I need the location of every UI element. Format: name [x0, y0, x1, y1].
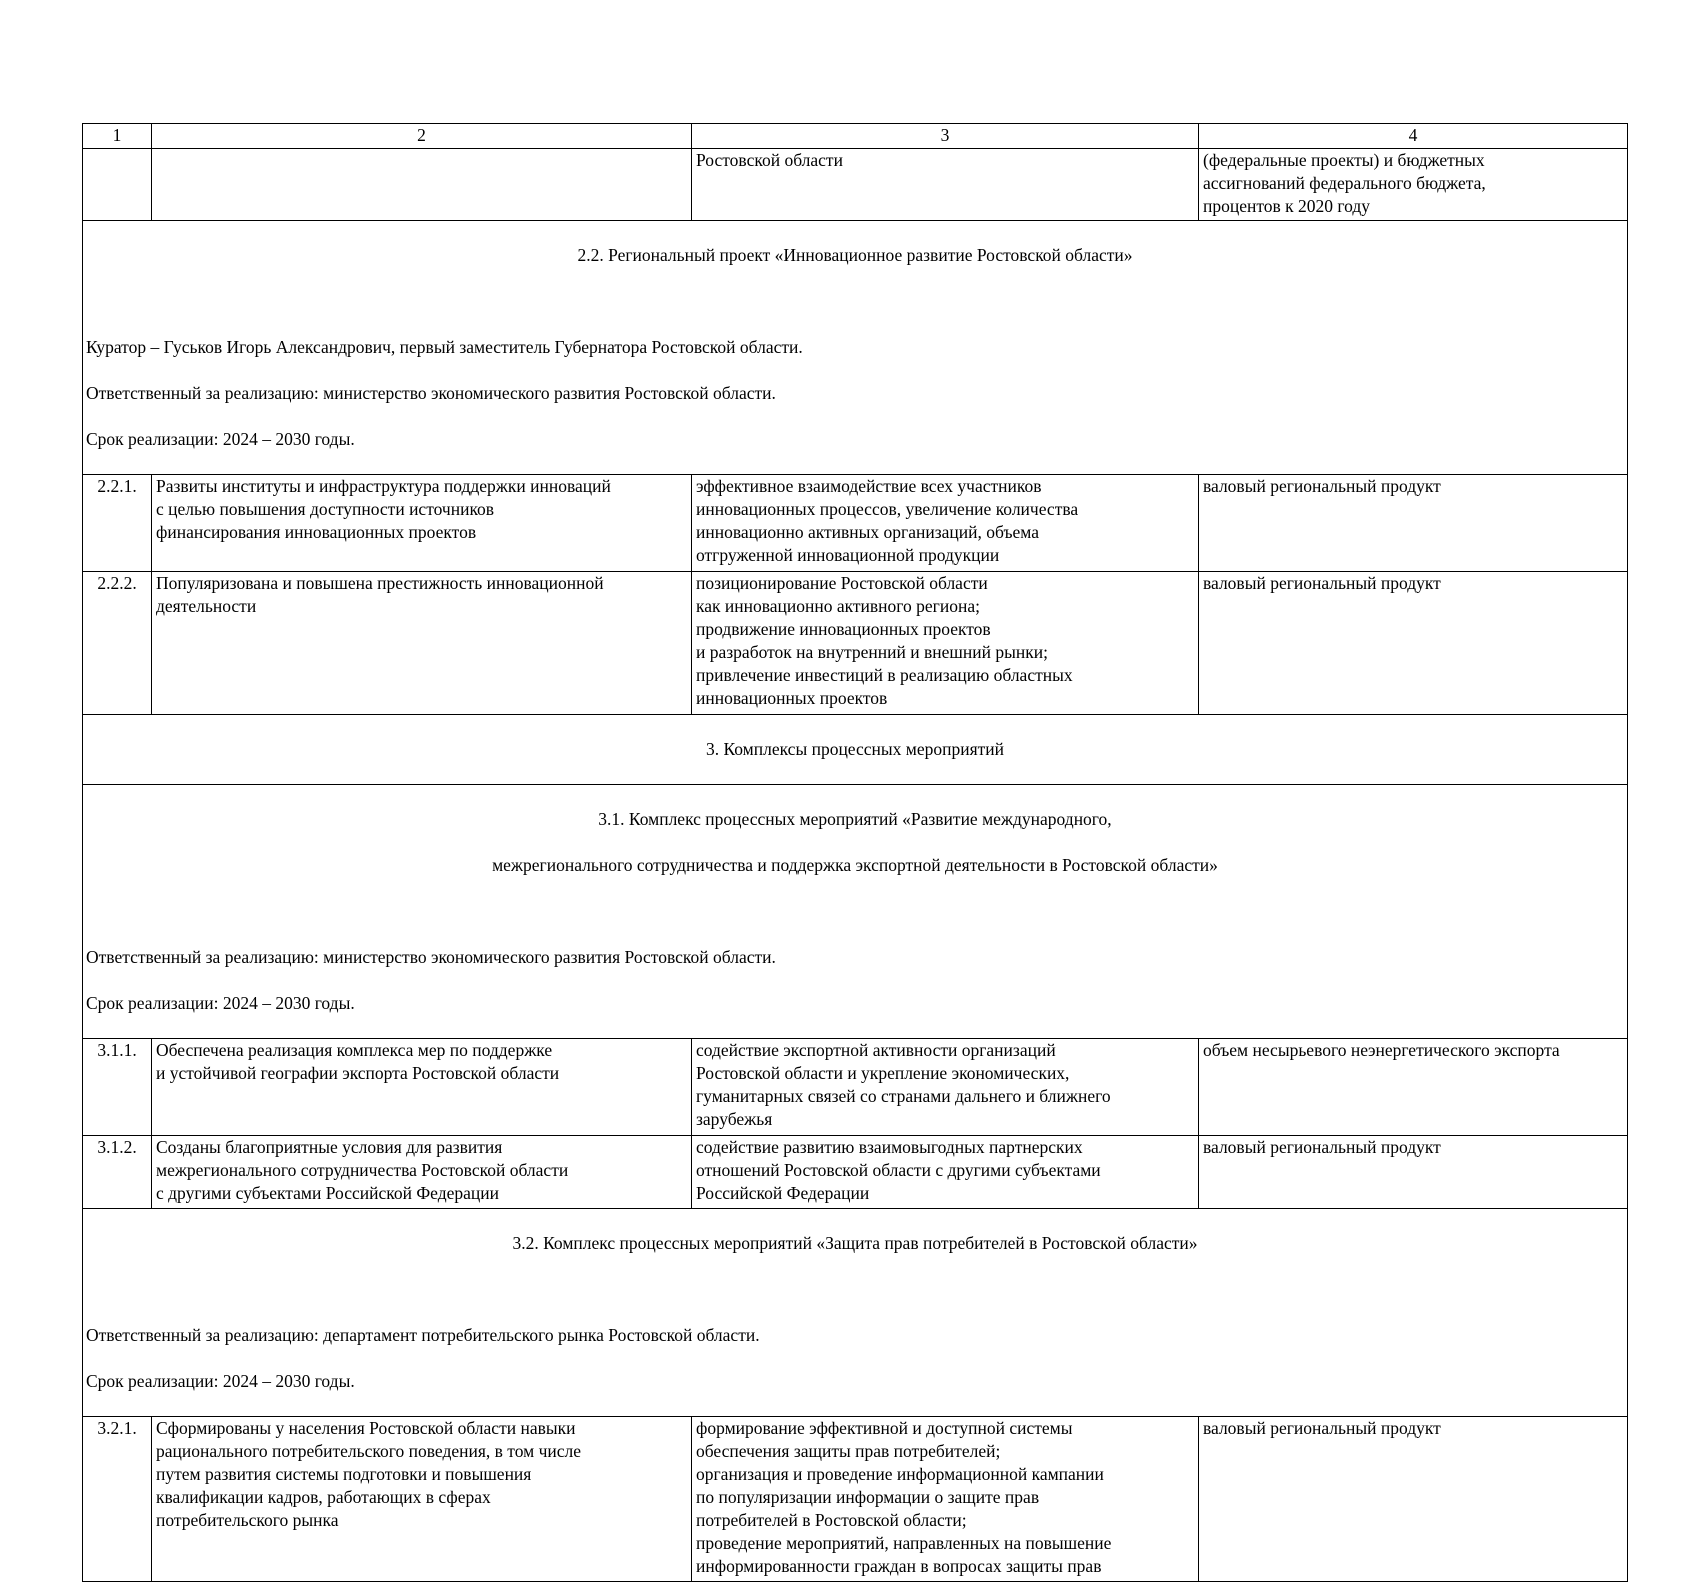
section-term: Срок реализации: 2024 – 2030 годы.	[86, 1371, 355, 1391]
table-row	[83, 475, 1628, 572]
row-task: Развиты институты и инфраструктура поддержки инноваций с целью повышения доступности источников финансирования инновационных проектов	[152, 475, 692, 572]
section-term: Срок реализации: 2024 – 2030 годы.	[86, 429, 355, 449]
section-responsible: Ответственный за реализацию: департамент потребительского рынка Ростовской области.	[86, 1325, 760, 1345]
row-effect: содействие экспортной активности организаций Ростовской области и укрепление экономических, гуманитарных связей со странами дальнего и ближнего зарубежья	[692, 1039, 1199, 1136]
row-indicator: валовый региональный продукт	[1199, 1136, 1628, 1209]
table-row	[83, 1417, 1628, 1582]
section-3-2-cell	[83, 1209, 1628, 1417]
row-effect: эффективное взаимодействие всех участников инновационных процессов, увеличение количества инновационно активных организаций, объема отгруженной инновационной продукции	[692, 475, 1199, 572]
section-responsible: Ответственный за реализацию: министерство экономического развития Ростовской области.	[86, 383, 776, 403]
row-task: Сформированы у населения Ростовской области навыки рационального потребительского поведения, в том числе путем развития системы подготовки и повышения квалификации кадров, работающих в сферах потребительского рынка	[152, 1417, 692, 1582]
row-indicator: валовый региональный продукт	[1199, 1417, 1628, 1582]
continuation-task-cell	[152, 149, 692, 221]
row-number: 2.2.1.	[83, 475, 152, 572]
column-number-1: 1	[83, 124, 152, 149]
continuation-indicator-cell: (федеральные проекты) и бюджетных ассигнований федерального бюджета, процентов к 2020 году	[1199, 149, 1628, 221]
column-number-3: 3	[692, 124, 1199, 149]
row-number: 3.1.1.	[83, 1039, 152, 1136]
section-header-3-2	[83, 1209, 1628, 1417]
section-header-3	[83, 715, 1628, 785]
row-effect: содействие развитию взаимовыгодных партнерских отношений Ростовской области с другими субъектами Российской Федерации	[692, 1136, 1199, 1209]
row-effect: формирование эффективной и доступной системы обеспечения защиты прав потребителей; организация и проведение информационной кампании по популяризации информации о защите прав потребителей в Ростовской области; проведение мероприятий, направленных на повышение информированности граждан в вопросах защиты прав	[692, 1417, 1199, 1582]
section-3-cell	[83, 715, 1628, 785]
row-number: 2.2.2.	[83, 572, 152, 715]
continuation-num-cell	[83, 149, 152, 221]
row-effect: позиционирование Ростовской области как инновационно активного региона; продвижение инновационных проектов и разработок на внутренний и внешний рынки; привлечение инвестиций в реализацию областных инновационных проектов	[692, 572, 1199, 715]
table-row	[83, 1039, 1628, 1136]
continuation-effect-cell: Ростовской области	[692, 149, 1199, 221]
section-2-2-cell	[83, 221, 1628, 475]
section-term: Срок реализации: 2024 – 2030 годы.	[86, 993, 355, 1013]
section-curator: Куратор – Гуськов Игорь Александрович, первый заместитель Губернатора Ростовской области.	[86, 337, 803, 357]
section-title-line-1: 3.1. Комплекс процессных мероприятий «Развитие международного,	[598, 809, 1112, 829]
row-task: Обеспечена реализация комплекса мер по поддержке и устойчивой географии экспорта Ростовской области	[152, 1039, 692, 1136]
section-3-1-cell	[83, 785, 1628, 1039]
row-task: Созданы благоприятные условия для развития межрегионального сотрудничества Ростовской области с другими субъектами Российской Федерации	[152, 1136, 692, 1209]
continuation-row	[83, 149, 1628, 221]
column-number-row	[83, 124, 1628, 149]
section-title: 3. Комплексы процессных мероприятий	[705, 739, 1005, 759]
row-indicator: валовый региональный продукт	[1199, 475, 1628, 572]
column-number-4: 4	[1199, 124, 1628, 149]
column-number-2: 2	[152, 124, 692, 149]
section-title: 2.2. Региональный проект «Инновационное развитие Ростовской области»	[577, 245, 1133, 265]
document-table	[82, 123, 1628, 1582]
table-row	[83, 572, 1628, 715]
table-row	[83, 1136, 1628, 1209]
row-number: 3.2.1.	[83, 1417, 152, 1582]
section-title: 3.2. Комплекс процессных мероприятий «Защита прав потребителей в Ростовской области»	[512, 1233, 1198, 1253]
section-header-2-2	[83, 221, 1628, 475]
section-responsible: Ответственный за реализацию: министерство экономического развития Ростовской области.	[86, 947, 776, 967]
row-indicator: объем несырьевого неэнергетического экспорта	[1199, 1039, 1628, 1136]
row-indicator: валовый региональный продукт	[1199, 572, 1628, 715]
row-task: Популяризована и повышена престижность инновационной деятельности	[152, 572, 692, 715]
row-number: 3.1.2.	[83, 1136, 152, 1209]
section-title-line-2: межрегионального сотрудничества и поддержка экспортной деятельности в Ростовской области»	[492, 855, 1218, 875]
section-header-3-1	[83, 785, 1628, 1039]
